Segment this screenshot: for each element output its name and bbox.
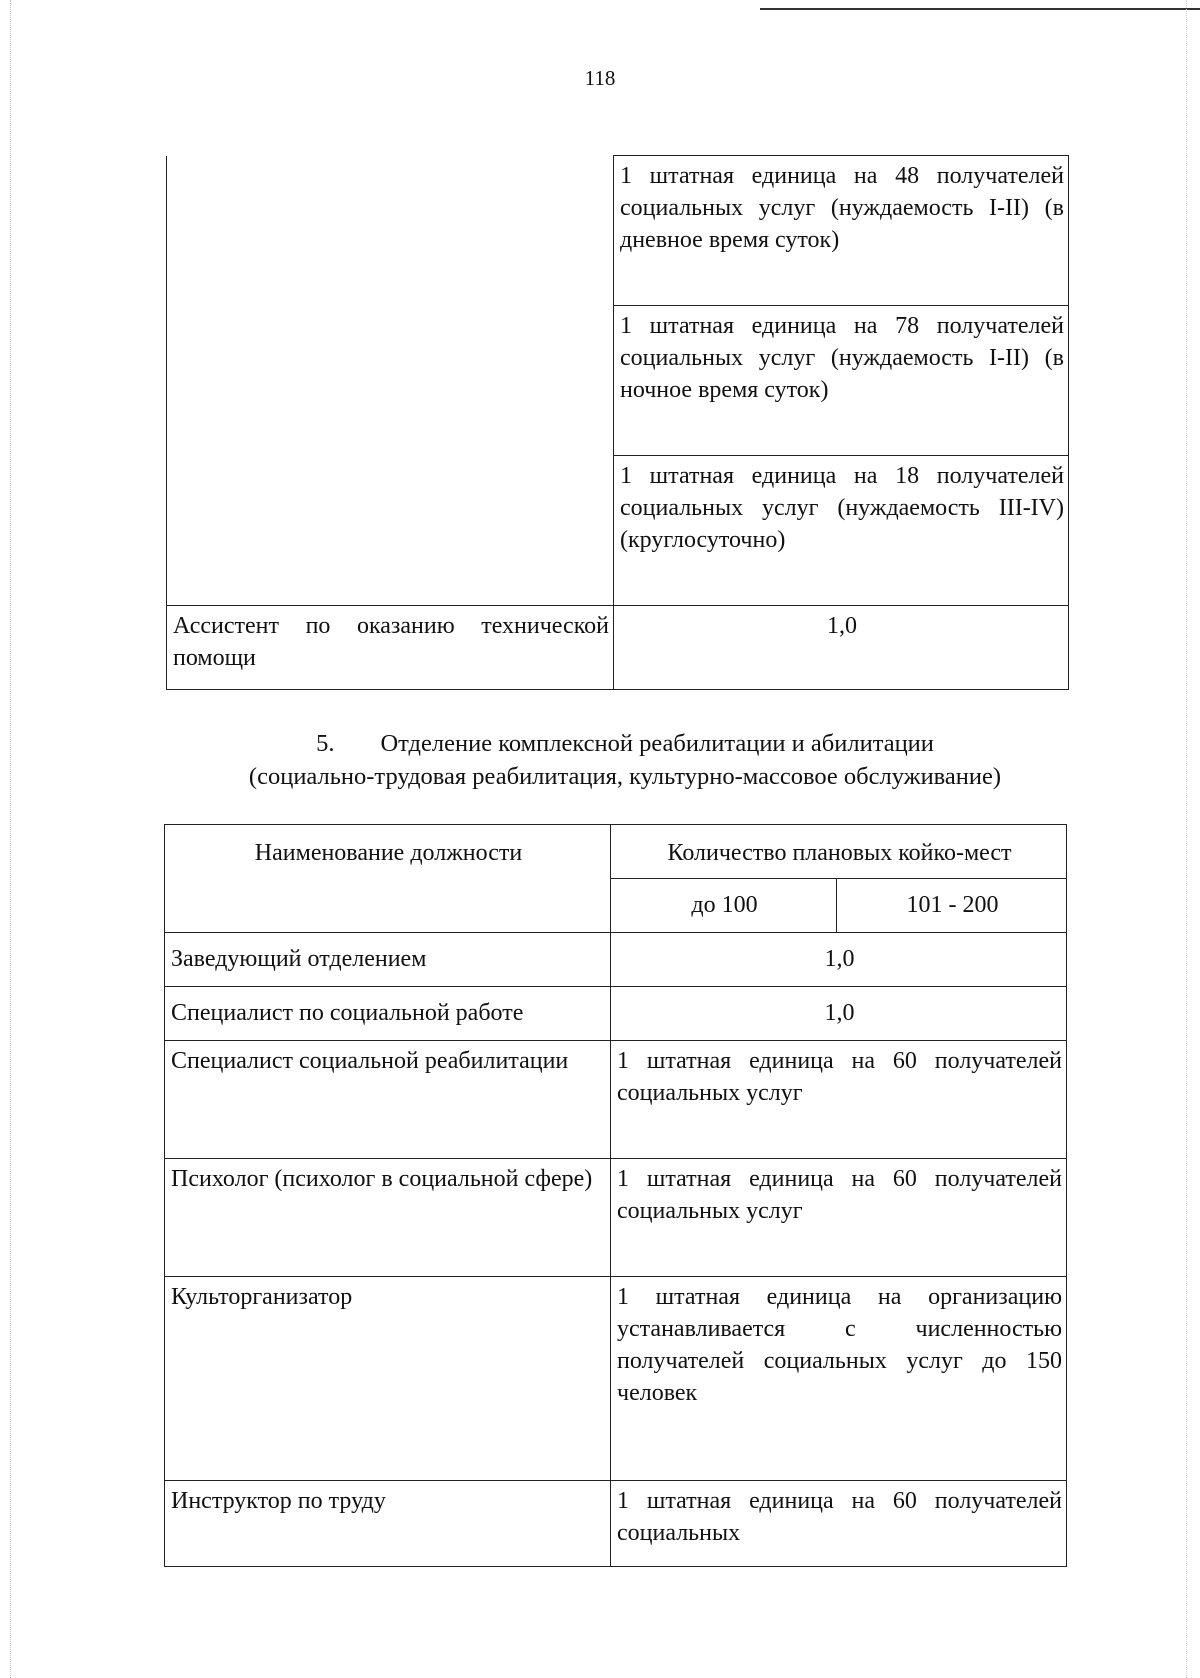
position-cell: Ассистент по оказанию технической помощи: [167, 606, 614, 690]
norm-cell: 1,0: [611, 987, 1067, 1041]
scan-edge-left: [10, 0, 12, 1678]
scan-edge-right: [1186, 0, 1188, 1678]
table-row: [165, 1481, 1067, 1567]
norm-cell: 1 штатная единица на 18 получателей социальных услуг (нуждаемость III-IV) (круглосуточно): [614, 456, 1069, 606]
header-beds-up-to-100: до 100: [611, 879, 837, 933]
norm-cell: 1 штатная единица на 60 получателей социальных: [611, 1481, 1067, 1567]
position-cell: Культорганизатор: [165, 1277, 611, 1481]
position-cell: Заведующий отделением: [165, 933, 611, 987]
norm-cell: 1 штатная единица на 60 получателей социальных услуг: [611, 1041, 1067, 1159]
position-cell: Специалист по социальной работе: [165, 987, 611, 1041]
table-row: [165, 1041, 1067, 1159]
header-position: Наименование должности: [165, 825, 611, 933]
norm-cell: 1 штатная единица на 48 получателей социальных услуг (нуждаемость I-II) (в дневное время суток): [614, 156, 1069, 306]
section-title-line2: (социально-трудовая реабилитация, культурно-массовое обслуживание): [248, 763, 1002, 790]
table-row: [165, 1159, 1067, 1277]
section-number: 5.: [316, 730, 335, 757]
table-row: [165, 933, 1067, 987]
page-number: 118: [584, 66, 616, 90]
norm-cell: 1 штатная единица на 60 получателей социальных услуг: [611, 1159, 1067, 1277]
position-cell: [167, 156, 614, 606]
header-beds: Количество плановых койко-мест: [611, 825, 1067, 879]
section-heading: [0, 727, 1200, 793]
norm-cell: 1 штатная единица на 78 получателей социальных услуг (нуждаемость I-II) (в ночное время суток): [614, 306, 1069, 456]
norm-cell: 1,0: [611, 933, 1067, 987]
norm-cell: 1 штатная единица на организацию устанавливается с численностью получателей социальных услуг до 150 человек: [611, 1277, 1067, 1481]
table-row: [165, 1277, 1067, 1481]
position-cell: Специалист социальной реабилитации: [165, 1041, 611, 1159]
top-edge-line: [760, 8, 1200, 10]
header-beds-101-200: 101 - 200: [837, 879, 1067, 933]
position-cell: Психолог (психолог в социальной сфере): [165, 1159, 611, 1277]
staff-table: [164, 824, 1067, 1567]
norm-cell: 1,0: [614, 606, 1069, 690]
table-row: [167, 606, 1069, 690]
table-row: [165, 987, 1067, 1041]
staff-table-continued: [166, 155, 1069, 690]
position-cell: Инструктор по труду: [165, 1481, 611, 1567]
section-title: Отделение комплексной реабилитации и абилитации: [380, 730, 934, 757]
section-title-line1: [0, 727, 1200, 760]
table-header-row: [165, 825, 1067, 879]
table-row: [167, 156, 1069, 306]
